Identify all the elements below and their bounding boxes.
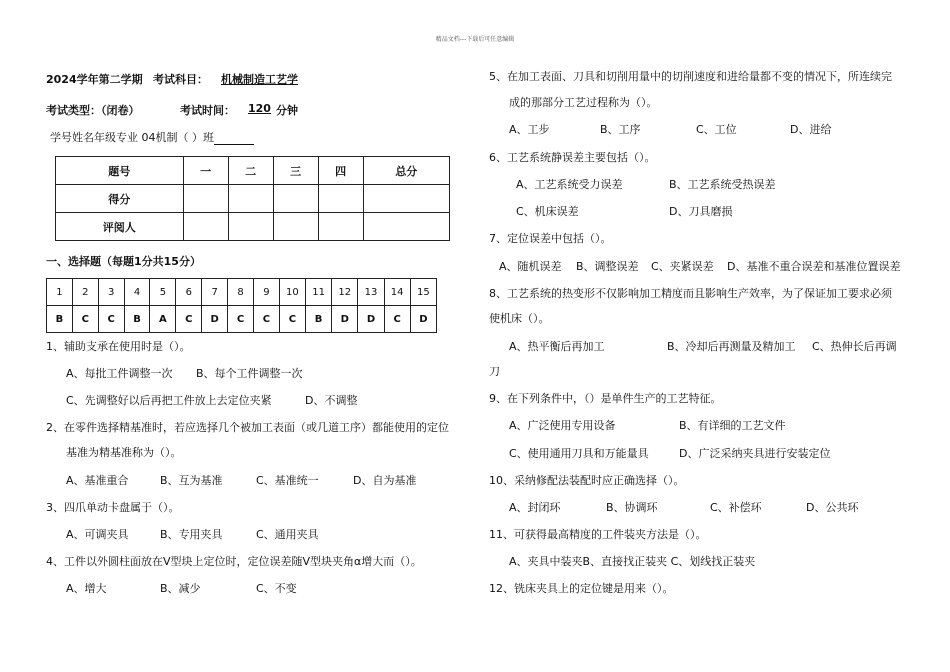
option: C、夹紧误差 [651, 260, 714, 273]
score-cell [318, 185, 363, 213]
answer-letter-cell: B [47, 306, 73, 333]
option: B、协调环 [606, 501, 658, 514]
score-cell [183, 213, 228, 241]
option: C、热伸长后再调 [812, 340, 897, 353]
option: D、公共环 [806, 501, 859, 514]
answer-number-cell: 4 [124, 279, 150, 306]
option: C、使用通用刀具和万能量具 [509, 447, 649, 460]
option: B、工艺系统受热误差 [669, 178, 776, 191]
score-cell [228, 213, 273, 241]
score-table [55, 156, 450, 241]
option: C、补偿环 [710, 501, 762, 514]
student-info-line [50, 129, 254, 145]
option: A、工步 [509, 123, 550, 136]
answer-number-cell: 1 [47, 279, 73, 306]
section1-title: 一、选择题（每题1分共15分） [46, 255, 201, 268]
question-9: 9、在下列条件中，（）是单件生产的工艺特征。 [489, 392, 722, 405]
answer-number-cell: 3 [98, 279, 124, 306]
option: A、夹具中装夹B、直接找正装夹 C、划线找正装夹 [509, 555, 756, 568]
answer-number-cell: 14 [384, 279, 410, 306]
option: A、随机误差 [499, 260, 562, 273]
score-header: 题号 [56, 157, 184, 185]
score-cell [228, 185, 273, 213]
question-5: 5、在加工表面、刀具和切削用量中的切削速度和进给量都不变的情况下，所连续完 [489, 70, 892, 83]
answer-letter-cell: C [176, 306, 202, 333]
question-2: 2、在零件选择精基准时，若应选择几个被加工表面（或几道工序）都能使用的定位 [46, 421, 449, 434]
answer-number-cell: 11 [306, 279, 332, 306]
option: B、专用夹具 [160, 528, 223, 541]
answer-number-cell: 13 [358, 279, 384, 306]
option: B、有详细的工艺文件 [679, 419, 786, 432]
option: C、机床误差 [516, 205, 579, 218]
answer-number-cell: 12 [332, 279, 358, 306]
answer-number-cell: 15 [410, 279, 436, 306]
answer-letter-cell: C [98, 306, 124, 333]
answer-letter-cell: C [228, 306, 254, 333]
option: B、减少 [160, 582, 201, 595]
question-11: 11、可获得最高精度的工件装夹方法是（）。 [489, 528, 707, 541]
answer-number-cell: 10 [279, 279, 305, 306]
question-4: 4、工件以外圆柱面放在V型块上定位时，定位误差随V型块夹角α增大而（）。 [46, 555, 422, 568]
score-cell [318, 213, 363, 241]
option: A、每批工件调整一次 [66, 367, 173, 380]
answer-letter-cell: A [150, 306, 176, 333]
option: C、通用夹具 [256, 528, 319, 541]
option: D、基准不重合误差和基准位置误差 [727, 260, 901, 273]
option: D、进给 [790, 123, 832, 136]
answer-letter-cell: D [410, 306, 436, 333]
option: A、热平衡后再加工 [509, 340, 605, 353]
option: D、刀具磨损 [669, 205, 733, 218]
subject-label: 考试科目： [153, 73, 208, 86]
option: C、先调整好以后再把工件放上去定位夹紧 [66, 394, 272, 407]
subject-name: 机械制造工艺学 [221, 73, 298, 86]
answer-number-cell: 6 [176, 279, 202, 306]
answer-letter-cell: C [384, 306, 410, 333]
exam-type: 考试类型：（闭卷） [46, 104, 140, 117]
answer-letter-cell: B [306, 306, 332, 333]
answer-number-cell: 8 [228, 279, 254, 306]
option: C、不变 [256, 582, 297, 595]
option-cont: 刀 [489, 365, 500, 378]
answer-letter-cell: C [72, 306, 98, 333]
score-header: 总分 [363, 157, 449, 185]
question-2-cont: 基准为精基准称为（）。 [66, 446, 182, 459]
option: C、基准统一 [256, 474, 319, 487]
answer-table [46, 278, 437, 333]
option: B、互为基准 [160, 474, 223, 487]
question-1: 1、辅助支承在使用时是（）。 [46, 340, 191, 353]
option: B、工序 [600, 123, 641, 136]
option: A、封闭环 [509, 501, 561, 514]
question-12: 12、铣床夹具上的定位键是用来（）。 [489, 582, 674, 595]
score-cell [273, 185, 318, 213]
question-6: 6、工艺系统静误差主要包括（）。 [489, 151, 656, 164]
option: A、广泛使用专用设备 [509, 419, 616, 432]
answer-number-cell: 7 [202, 279, 228, 306]
score-cell [363, 213, 449, 241]
question-8: 8、工艺系统的热变形不仅影响加工精度而且影响生产效率，为了保证加工要求必须 [489, 287, 892, 300]
answer-letter-cell: B [124, 306, 150, 333]
student-info-text: 学号姓名年级专业 04机制（ ）班 [50, 131, 214, 144]
score-cell [183, 185, 228, 213]
score-header: 四 [318, 157, 363, 185]
option: B、冷却后再测量及精加工 [667, 340, 796, 353]
option: D、广泛采纳夹具进行安装定位 [679, 447, 831, 460]
score-header: 二 [228, 157, 273, 185]
score-header: 一 [183, 157, 228, 185]
option: A、增大 [66, 582, 107, 595]
score-cell [363, 185, 449, 213]
answer-number-cell: 9 [253, 279, 279, 306]
score-cell [273, 213, 318, 241]
option: D、自为基准 [353, 474, 417, 487]
score-header: 三 [273, 157, 318, 185]
time-label: 考试时间： [180, 104, 235, 117]
score-row-label: 得分 [56, 185, 184, 213]
year-term: 2024学年第二学期 [46, 73, 143, 86]
option: B、每个工件调整一次 [196, 367, 303, 380]
question-3: 3、四爪单动卡盘属于（）。 [46, 501, 180, 514]
answer-letter-cell: D [202, 306, 228, 333]
option: A、可调夹具 [66, 528, 129, 541]
watermark-text: 精品文档---下载后可任意编辑 [435, 36, 515, 43]
answer-number-cell: 5 [150, 279, 176, 306]
option: B、调整误差 [576, 260, 639, 273]
option: A、基准重合 [66, 474, 129, 487]
question-5-cont: 成的那部分工艺过程称为（）。 [509, 96, 658, 109]
answer-letter-cell: C [253, 306, 279, 333]
score-row-label: 评阅人 [56, 213, 184, 241]
option: D、不调整 [305, 394, 358, 407]
option: C、工位 [696, 123, 737, 136]
answer-letter-cell: D [332, 306, 358, 333]
time-unit: 分钟 [276, 104, 298, 117]
answer-letter-cell: D [358, 306, 384, 333]
answer-letter-cell: C [279, 306, 305, 333]
answer-number-cell: 2 [72, 279, 98, 306]
question-7: 7、定位误差中包括（）。 [489, 232, 612, 245]
option: A、工艺系统受力误差 [516, 178, 623, 191]
class-blank [214, 131, 254, 145]
question-8-cont: 使机床（）。 [489, 312, 550, 325]
question-10: 10、采纳修配法装配时应正确选择（）。 [489, 474, 685, 487]
time-value: 120 [248, 102, 271, 115]
